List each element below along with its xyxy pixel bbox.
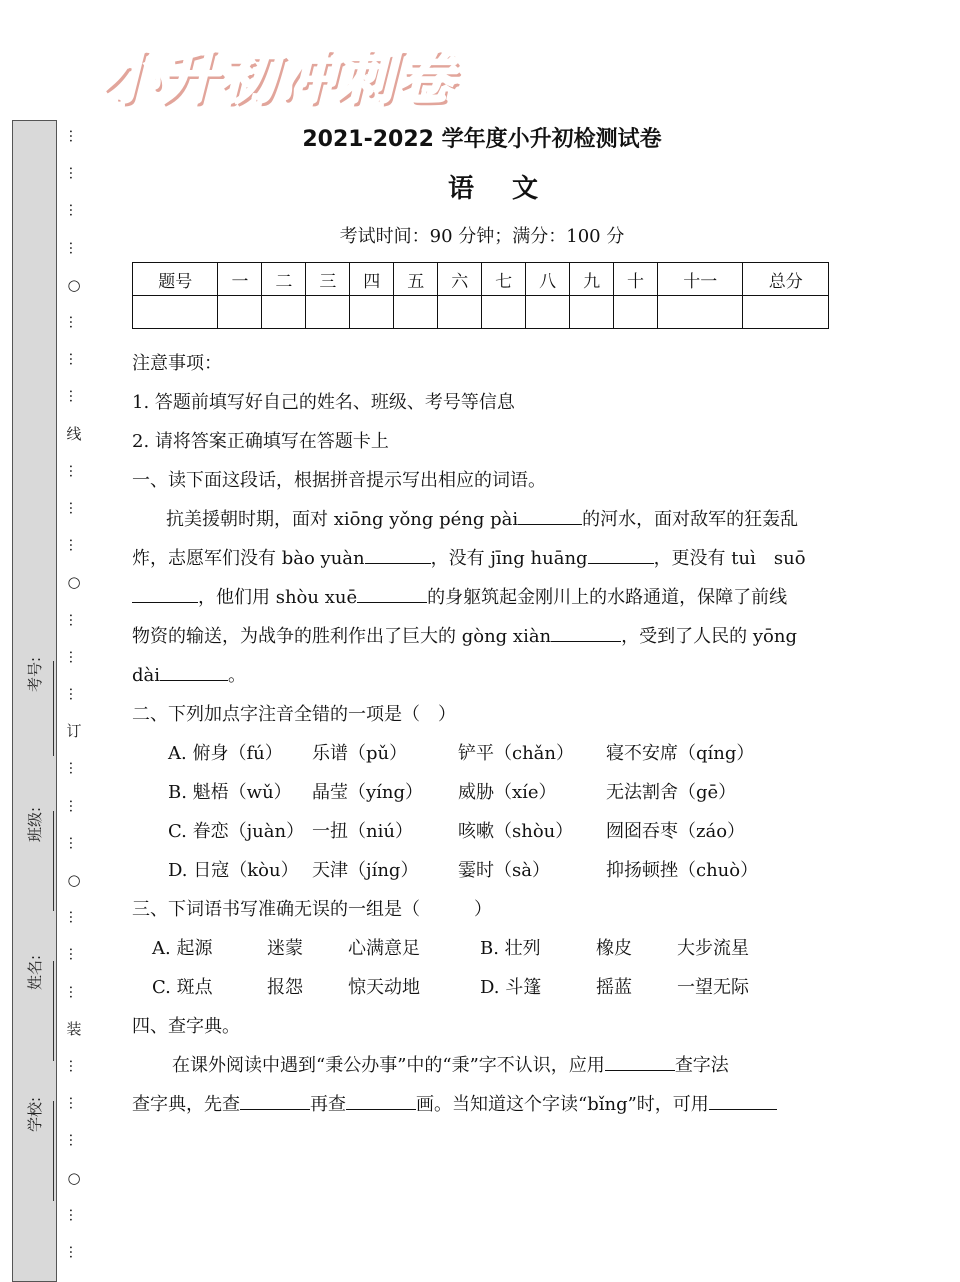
exam-body xyxy=(132,344,832,1124)
kaohao-label: 考号: xyxy=(26,656,44,692)
binding-mark: … xyxy=(66,1096,82,1111)
score-cell[interactable] xyxy=(133,296,218,329)
score-header-cell: 二 xyxy=(262,263,306,296)
q1-line xyxy=(132,500,832,539)
exam-title: 2021-2022 学年度小升初检测试卷 xyxy=(302,127,662,152)
score-header-cell: 五 xyxy=(394,263,438,296)
score-cell[interactable] xyxy=(482,296,526,329)
binding-mark: … xyxy=(66,1059,82,1073)
q3-item: 摇蓝 xyxy=(596,977,632,998)
q1-text: 炸，志愿军们没有 bào yuàn xyxy=(132,548,365,569)
q3-item: 大步流星 xyxy=(677,938,749,959)
kaohao-line xyxy=(53,661,54,756)
score-table-entry-row xyxy=(133,296,829,329)
score-header-cell: 九 xyxy=(570,263,614,296)
score-cell[interactable] xyxy=(526,296,570,329)
score-cell[interactable] xyxy=(350,296,394,329)
q3-item: 迷蒙 xyxy=(267,938,303,959)
q3-item: 心满意足 xyxy=(348,938,420,959)
binding-mark: … xyxy=(66,910,82,925)
q1-text: ，没有 jīng huāng xyxy=(430,548,588,569)
subject-title: 语文 xyxy=(447,174,576,204)
binding-mark: … xyxy=(66,538,82,553)
exam-info: 考试时间：90 分钟；满分：100 分 xyxy=(339,226,625,247)
binding-mark: … xyxy=(66,501,82,515)
binding-mark: ○ xyxy=(67,275,81,294)
q2-item: 一扭（niú） xyxy=(312,821,413,842)
q4-text: 画。当知道这个字读“bǐng”时，可用 xyxy=(416,1094,709,1115)
q2-item: A. 俯身（fú） xyxy=(168,743,283,764)
q2-option-row[interactable] xyxy=(132,734,832,773)
q2-item: 铲平（chǎn） xyxy=(458,743,574,764)
q3-item: A. 起源 xyxy=(152,938,213,959)
q2-item: 抑扬顿挫（chuò） xyxy=(606,860,759,881)
q1-text: 抗美援朝时期，面对 xiōng yǒng péng pài xyxy=(166,509,519,530)
q3-item: 惊天动地 xyxy=(348,977,420,998)
q4-line xyxy=(132,1085,832,1124)
answer-blank[interactable] xyxy=(357,584,427,603)
score-header-cell: 六 xyxy=(438,263,482,296)
q2-item: 威胁（xíe） xyxy=(458,782,557,803)
q1-text: dài xyxy=(132,665,161,686)
q3-item: 一望无际 xyxy=(677,977,749,998)
binding-mark: … xyxy=(66,352,82,367)
q2-option-row[interactable] xyxy=(132,812,832,851)
q1-text: 的河水，面对敌军的狂轰乱 xyxy=(582,509,799,530)
score-cell[interactable] xyxy=(743,296,829,329)
xuexiao-line xyxy=(53,1101,54,1201)
q4-heading: 四、查字典。 xyxy=(132,1016,240,1037)
q1-line xyxy=(132,656,832,695)
binding-mark: … xyxy=(66,687,82,701)
score-table-header-row xyxy=(133,263,829,296)
q1-text: 物资的输送，为战争的胜利作出了巨大的 gòng xiàn xyxy=(132,626,552,647)
score-header-cell: 题号 xyxy=(133,263,218,296)
binding-mark: 装 xyxy=(66,1019,82,1038)
q4-line xyxy=(132,1046,832,1085)
score-header-cell: 七 xyxy=(482,263,526,296)
q2-item: 囫囵吞枣（záo） xyxy=(606,821,746,842)
xingming-label: 姓名: xyxy=(26,954,44,990)
q1-text: ，他们用 shòu xuē xyxy=(198,587,358,608)
banner-title: 小升初冲刺卷 xyxy=(100,43,455,111)
score-table xyxy=(132,262,829,329)
answer-blank[interactable] xyxy=(709,1091,777,1110)
banji-label: 班级: xyxy=(26,806,44,842)
score-cell[interactable] xyxy=(218,296,262,329)
q1-text: 的身躯筑起金刚川上的水路通道，保障了前线 xyxy=(427,587,788,608)
q3-option-row[interactable] xyxy=(132,968,832,1007)
q2-item: 无法割舍（gē） xyxy=(606,782,737,803)
binding-mark: … xyxy=(66,129,82,143)
binding-mark: … xyxy=(66,203,82,218)
binding-mark: … xyxy=(66,240,82,255)
q2-item: D. 日寇（kòu） xyxy=(168,860,299,881)
score-header-cell: 十 xyxy=(614,263,658,296)
q3-item: C. 斑点 xyxy=(152,977,213,998)
score-cell[interactable] xyxy=(658,296,743,329)
q1-line xyxy=(132,617,832,656)
answer-blank[interactable] xyxy=(160,662,228,681)
banji-line xyxy=(53,811,54,911)
score-header-cell: 一 xyxy=(218,263,262,296)
answer-blank[interactable] xyxy=(588,545,654,564)
score-cell[interactable] xyxy=(262,296,306,329)
score-cell[interactable] xyxy=(394,296,438,329)
binding-mark: ○ xyxy=(67,871,81,889)
q2-item: 乐谱（pǔ） xyxy=(312,743,408,764)
answer-blank[interactable] xyxy=(551,623,621,642)
binding-mark: ○ xyxy=(67,1168,81,1187)
answer-blank[interactable] xyxy=(605,1052,675,1071)
binding-mark: … xyxy=(66,835,82,850)
q1-line xyxy=(132,539,832,578)
binding-mark: … xyxy=(66,389,82,404)
binding-mark: … xyxy=(66,798,82,813)
score-header-cell: 十一 xyxy=(658,263,743,296)
binding-mark: … xyxy=(66,1245,82,1259)
binding-mark: 订 xyxy=(66,722,82,741)
note-item: 2. 请将答案正确填写在答题卡上 xyxy=(132,431,389,452)
q1-text: ，更没有 tuì suō xyxy=(653,548,806,569)
q3-item: B. 壮列 xyxy=(480,938,541,959)
q2-option-row[interactable] xyxy=(132,773,832,812)
answer-blank[interactable] xyxy=(132,584,198,603)
q3-item: 报怨 xyxy=(267,977,303,998)
q4-text: 在课外阅读中遇到“秉公办事”中的“秉”字不认识，应用 xyxy=(172,1055,605,1076)
binding-mark: … xyxy=(66,649,82,664)
q1-line xyxy=(132,578,832,617)
binding-mark: … xyxy=(66,166,82,181)
q2-option-row[interactable] xyxy=(132,851,832,890)
q2-item: 晶莹（yíng） xyxy=(312,782,424,803)
answer-blank[interactable] xyxy=(518,506,582,525)
binding-mark: … xyxy=(66,984,82,999)
score-header-cell: 八 xyxy=(526,263,570,296)
q1-text: 。 xyxy=(228,665,247,686)
q3-item: D. 斗篷 xyxy=(480,977,542,998)
q3-option-row[interactable] xyxy=(132,929,832,968)
q3-item: 橡皮 xyxy=(596,938,632,959)
answer-blank[interactable] xyxy=(365,545,431,564)
score-cell[interactable] xyxy=(438,296,482,329)
q1-text: ，受到了人民的 yōng xyxy=(621,626,797,647)
binding-mark: … xyxy=(66,612,82,627)
answer-blank[interactable] xyxy=(240,1091,310,1110)
binding-mark: 线 xyxy=(66,424,82,443)
binding-mark: ○ xyxy=(67,573,81,592)
xuexiao-label: 学校: xyxy=(26,1096,44,1132)
binding-mark: … xyxy=(66,463,82,478)
q2-item: 天津（jíng） xyxy=(312,860,419,881)
binding-mark: … xyxy=(66,1133,82,1148)
score-cell[interactable] xyxy=(306,296,350,329)
binding-mark: … xyxy=(66,947,82,962)
q2-item: 霎时（sà） xyxy=(458,860,550,881)
score-header-cell: 总分 xyxy=(743,263,829,296)
score-header-cell: 三 xyxy=(306,263,350,296)
answer-blank[interactable] xyxy=(346,1091,416,1110)
q2-item: B. 魁梧（wǔ） xyxy=(168,782,292,803)
notes-heading: 注意事项： xyxy=(132,353,222,374)
q2-item: C. 眷恋（juàn） xyxy=(168,821,305,842)
q4-text: 查字典，先查 xyxy=(132,1094,240,1115)
binding-mark: … xyxy=(66,315,82,329)
q2-heading: 二、下列加点字注音全错的一项是（ ） xyxy=(132,704,456,725)
binding-mark: … xyxy=(66,761,82,776)
q4-text: 查字法 xyxy=(674,1055,729,1076)
q4-text: 再查 xyxy=(310,1094,346,1115)
score-cell[interactable] xyxy=(570,296,614,329)
q2-item: 咳嗽（shòu） xyxy=(458,821,574,842)
xingming-line xyxy=(53,961,54,1061)
q2-item: 寝不安席（qíng） xyxy=(606,743,755,764)
score-cell[interactable] xyxy=(614,296,658,329)
note-item: 1. 答题前填写好自己的姓名、班级、考号等信息 xyxy=(132,392,515,413)
q1-heading: 一、读下面这段话，根据拼音提示写出相应的词语。 xyxy=(132,470,546,491)
score-header-cell: 四 xyxy=(350,263,394,296)
binding-mark: … xyxy=(66,1207,82,1222)
q3-heading: 三、下词语书写准确无误的一组是（ ） xyxy=(132,899,492,920)
